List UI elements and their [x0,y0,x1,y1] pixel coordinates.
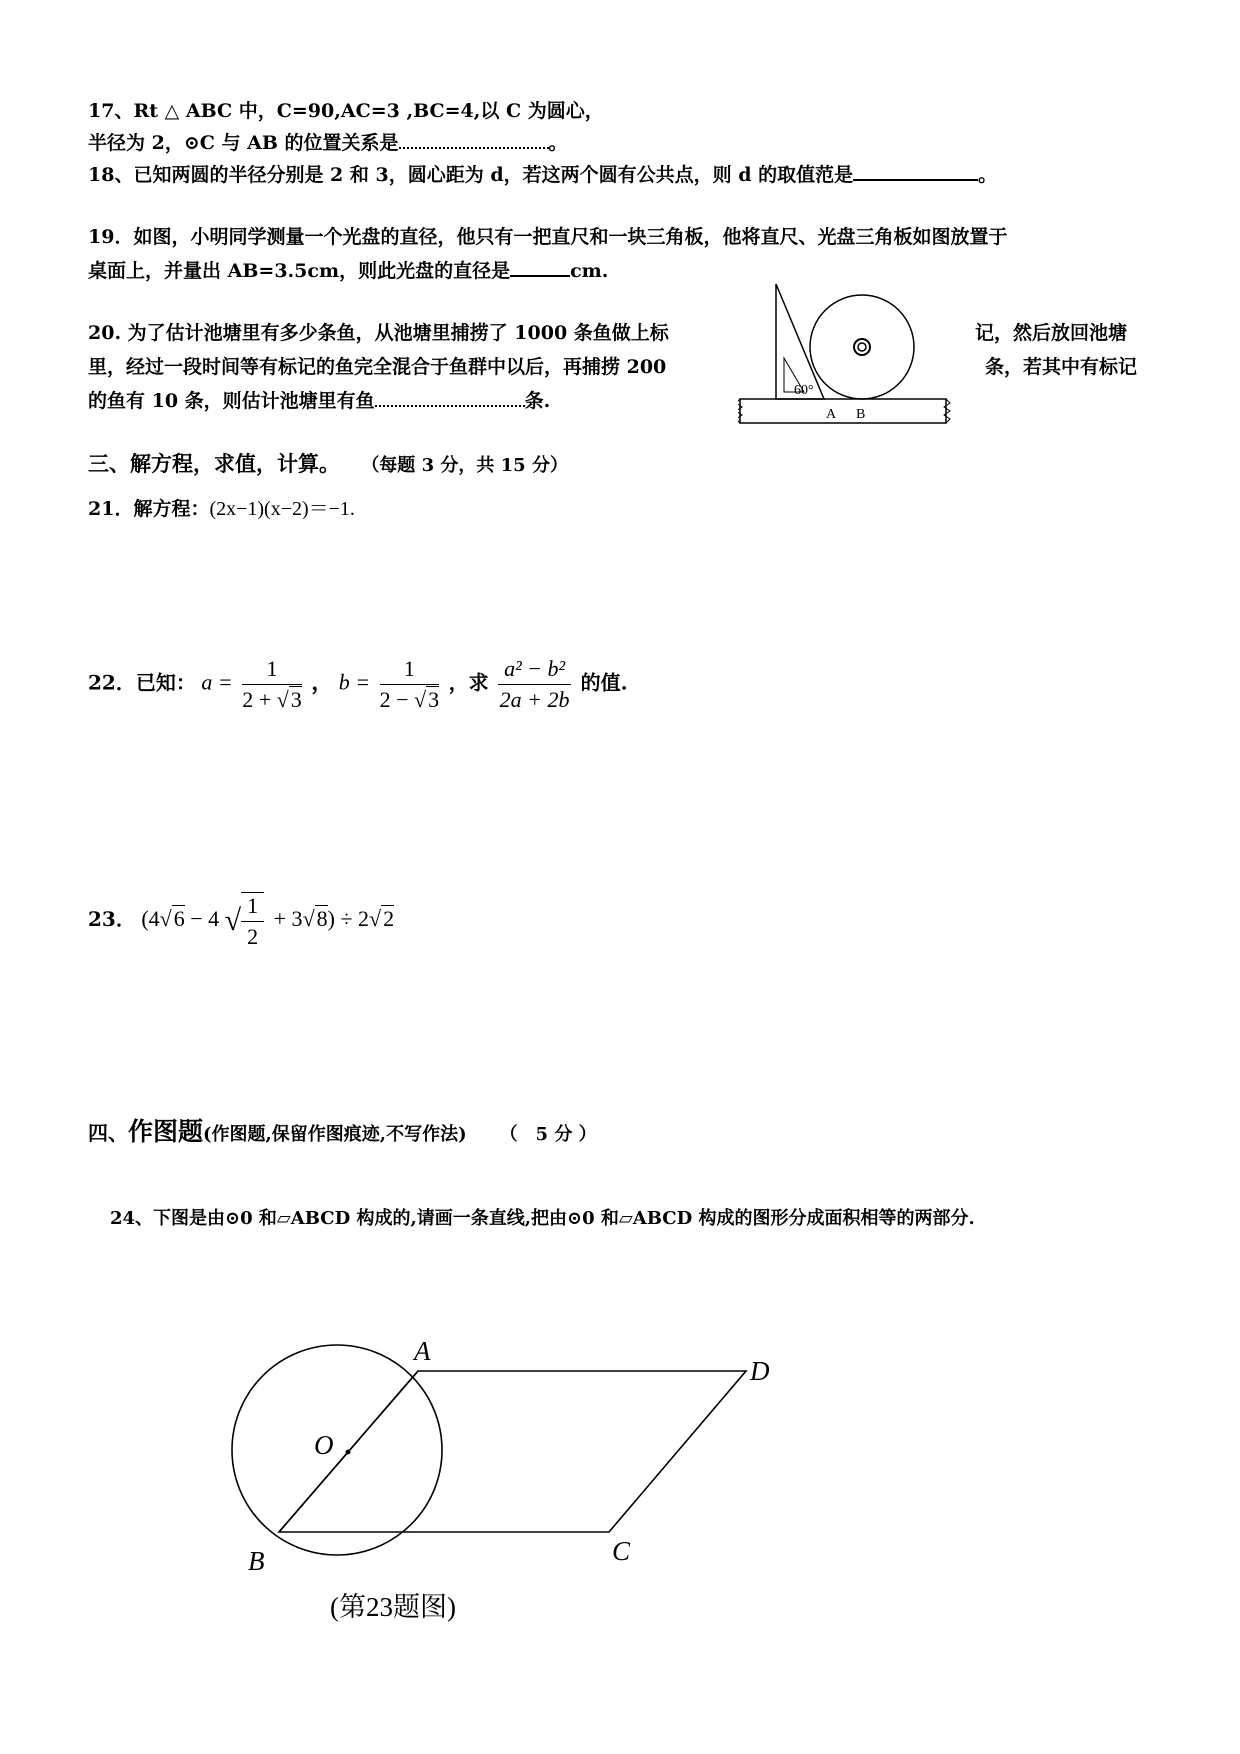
section4-title-c: (作图题,保留作图痕迹,不写作法) [203,1124,467,1145]
q19-line2-end: cm. [570,260,609,282]
q22-a-num: 1 [242,656,302,685]
cd-measure-figure [738,280,958,430]
q22-suffix: 的值. [580,670,628,695]
circle-parallelogram-figure [220,1320,820,1630]
q22-line [88,656,628,713]
section3-title: 三、解方程，求值，计算。 [88,451,340,476]
q22-b-den-left: 2 − [379,687,414,712]
q22-a-fraction: $\frac{1}{2 + √3}$ [242,656,302,712]
q19-line2-text: 桌面上，并量出 AB=3.5cm，则此光盘的直径是 [88,260,511,282]
disc-hole-shape [854,339,870,355]
q21-line [88,492,355,521]
q20-line3-text: 的鱼有 10 条，则估计池塘里有鱼 [88,390,375,412]
q22-prefix: 22．已知： [88,670,196,695]
q24-text: 24、下图是由⊙0 和▱ABCD 构成的,请画一条直线,把由⊙0 和▱ABCD 构成的图形分成面积相等的两部分. [110,1208,975,1229]
q18-line [88,160,997,187]
section3-heading [88,448,568,478]
fig24-label-b: B [248,1546,265,1576]
fig19-angle-label: 60° [794,383,814,398]
fig24-label-d: D [750,1356,770,1386]
q23-line: 23． (4√6 − 4 √ $\frac{1}{2}$ + 3√8) ÷ 2√2 [88,893,395,949]
q20-line3-end: 条. [524,390,551,412]
q23-r3: 2 [383,906,395,932]
q22-ask: ，求 [448,670,489,695]
q23-p1: (4 [141,906,160,932]
q23-prefix: 23． [88,907,136,932]
q23-frac-den: 2 [247,924,259,949]
q23-fraction [241,892,264,950]
q20-line2-left: 里，经过一段时间等有标记的鱼完全混合于鱼群中以后，再捕捞 200 [88,356,667,378]
q17-line2-end: 。 [548,132,568,154]
q23-p3: + 3 [268,906,303,932]
fig24-caption: (第23题图) [330,1592,456,1622]
section4-title-b: 作图题 [128,1117,204,1146]
q22-a-lhs: a = [201,669,233,695]
q22-b-den-root: 3 [428,687,440,712]
q17-answer-blank[interactable] [399,129,549,149]
q23-frac-num: 1 [241,893,264,922]
q21-prefix: 21．解方程： [88,498,210,520]
fig24-label-c: C [612,1536,631,1566]
q17-line2 [88,128,568,155]
q22-expr-fraction [498,656,571,713]
section4-title-a: 四、 [88,1121,128,1145]
disc-shape [810,295,914,399]
q22-a-den-root: 3 [290,687,302,712]
q22-b-lhs: b = [338,669,371,695]
fig24-label-o: O [314,1430,334,1460]
q23-p2: − 4 [184,906,220,932]
q21-equation: (2x−1)(x−2)＝−1. [209,498,355,520]
q19-line1: 19．如图，小明同学测量一个光盘的直径，他只有一把直尺和一块三角板，他将直尺、光盘三角板如图放置于 [88,226,1008,248]
ruler-shape [740,399,946,423]
section3-note: （每题 3 分，共 15 分） [361,455,568,476]
q18-answer-blank[interactable] [853,161,978,181]
q22-sep: ， [311,669,334,696]
center-o-point [346,1450,351,1455]
q22-b-fraction: $\frac{1}{2 - √3}$ [379,656,440,712]
q23-r1: 6 [173,906,185,932]
section4-heading [88,1112,597,1148]
q20-line1-right: 记，然后放回池塘 [975,322,1128,344]
section4-score: （ 5 分 ） [499,1124,597,1145]
fig19-label-b: B [856,407,866,422]
q17-line2-text: 半径为 2，⊙C 与 AB 的位置关系是 [88,132,399,154]
triangle-shape [776,284,824,399]
q22-expr-den: 2a + 2b [499,687,570,712]
q23-r2: 8 [316,906,328,932]
fig24-label-a: A [414,1336,431,1366]
q18-text: 18、已知两圆的半径分别是 2 和 3，圆心距为 d，若这两个圆有公共点，则 d 的取值范是 [88,164,854,186]
fig19-label-a: A [826,407,837,422]
q19-answer-blank[interactable] [510,257,570,277]
q20-line2-right: 条，若其中有标记 [985,356,1138,378]
q18-end: 。 [978,164,998,186]
q17-line1: 17、Rt △ ABC 中，C=90,AC=3 ,BC=4,以 C 为圆心， [88,100,604,122]
q23-p4: ) ÷ 2 [327,906,370,932]
q22-b-num: 1 [380,656,440,685]
q19-line2 [88,256,608,283]
q22-a-den-left: 2 + [242,687,277,712]
circle-o-shape [232,1345,442,1555]
q20-line1-left: 20. 为了估计池塘里有多少条鱼，从池塘里捕捞了 1000 条鱼做上标 [88,322,669,344]
q20-answer-blank[interactable] [375,387,525,407]
q22-expr-num: a² − b² [498,656,571,685]
q20-line3 [88,386,550,413]
